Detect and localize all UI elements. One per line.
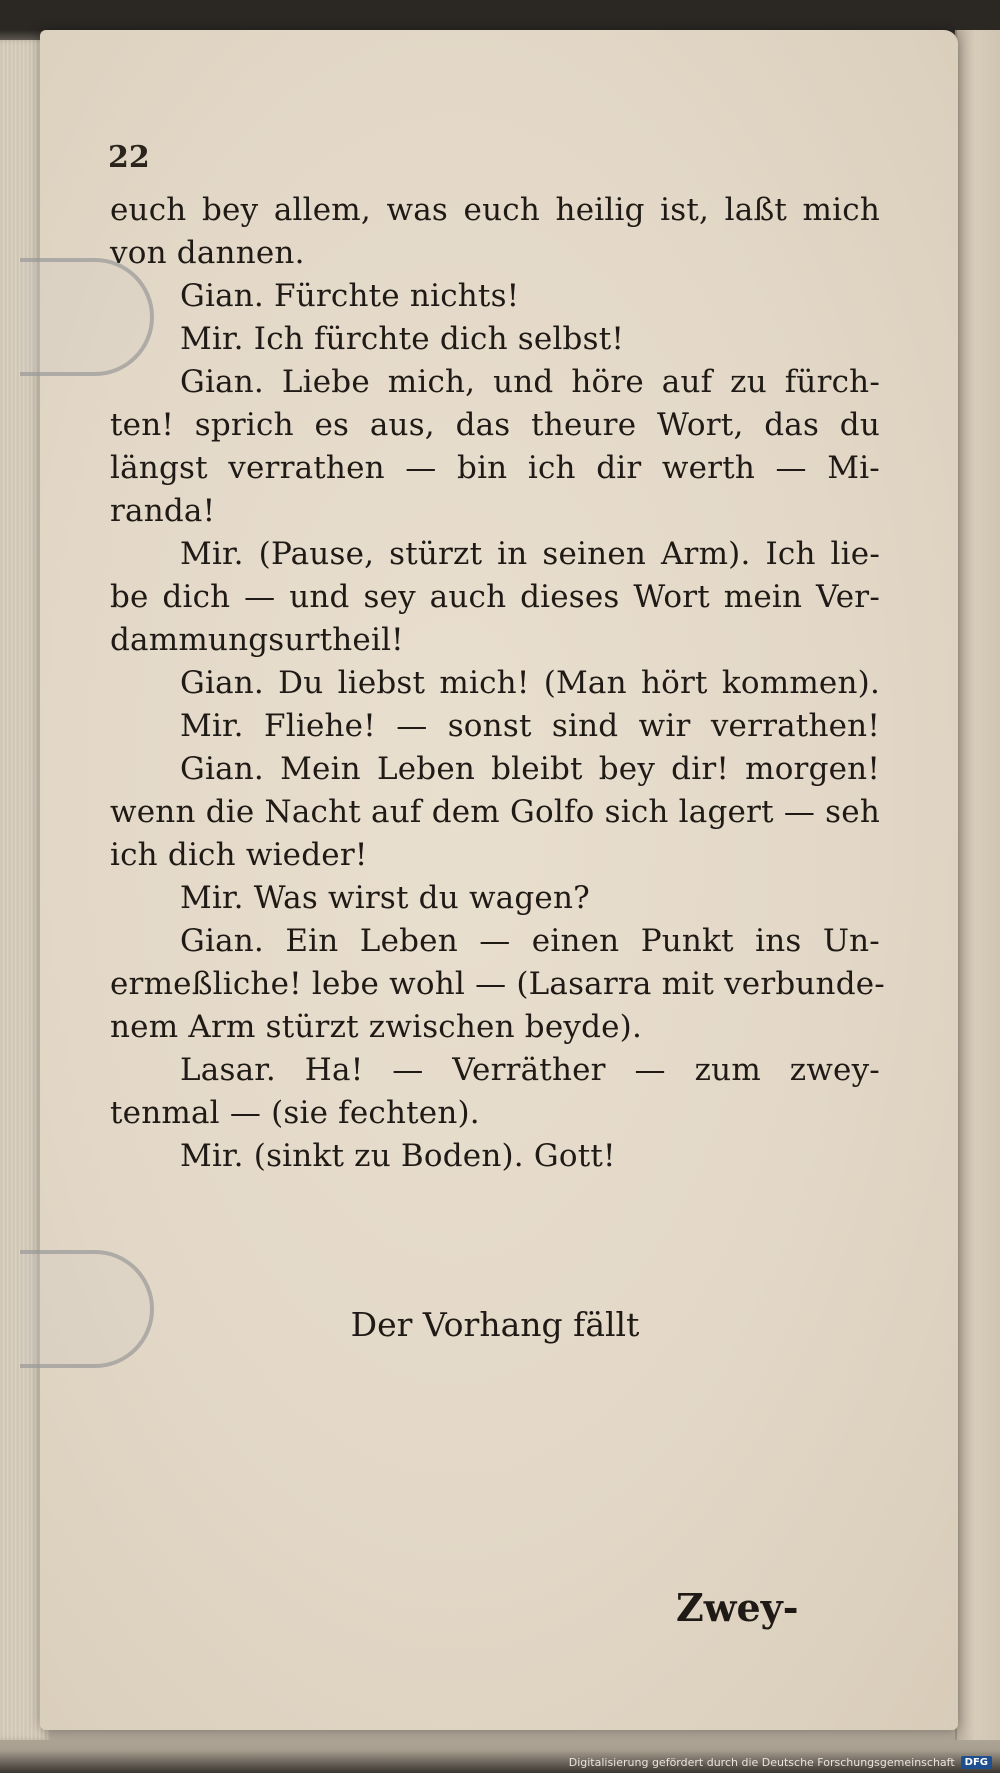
- text-line: tenmal — (sie fechten).: [110, 1095, 480, 1131]
- text-line: von dannen.: [110, 235, 305, 271]
- curtain-line: Der Vorhang fällt: [350, 1305, 640, 1344]
- text-line: wenn die Nacht auf dem Golfo sich lagert — seh: [110, 794, 880, 830]
- text-line: Mir. (Pause, stürzt in seinen Arm). Ich lie-: [180, 536, 880, 572]
- digitization-footer: [569, 1756, 992, 1769]
- text-line: Mir. (sinkt zu Boden). Gott!: [180, 1138, 616, 1174]
- text-line: längst verrathen — bin ich dir werth — Mi-: [110, 450, 880, 486]
- text-line: Gian. Ein Leben — einen Punkt ins Un-: [180, 923, 880, 959]
- page-edge-right: [955, 30, 1000, 1740]
- catchword: Zwey-: [676, 1585, 799, 1630]
- footer-credit: Digitalisierung gefördert durch die Deutsche Forschungsgemeinschaft: [568, 1756, 955, 1769]
- text-line: Gian. Fürchte nichts!: [180, 278, 520, 314]
- text-line: Mir. Was wirst du wagen?: [180, 880, 590, 916]
- text-line: euch bey allem, was euch heilig ist, laßt mich: [110, 192, 880, 228]
- text-line: randa!: [110, 493, 216, 529]
- text-line: Lasar. Ha! — Verräther — zum zwey-: [180, 1052, 880, 1088]
- text-line: Mir. Fliehe! — sonst sind wir verrathen!: [180, 708, 880, 744]
- text-line: nem Arm stürzt zwischen beyde).: [110, 1009, 643, 1045]
- text-line: Gian. Du liebst mich! (Man hört kommen).: [180, 665, 880, 701]
- text-line: ich dich wieder!: [110, 837, 368, 873]
- text-line: ten! sprich es aus, das theure Wort, das du: [110, 407, 880, 443]
- page-clip-top: [20, 258, 154, 376]
- text-line: Gian. Liebe mich, und höre auf zu fürch-: [180, 364, 880, 400]
- text-line: dammungsurtheil!: [110, 622, 404, 658]
- text-line: ermeßliche! lebe wohl — (Lasarra mit verbunde-: [110, 966, 885, 1002]
- text-line: Mir. Ich fürchte dich selbst!: [180, 321, 625, 357]
- dfg-logo-icon: DFG: [961, 1756, 992, 1769]
- text-line: Gian. Mein Leben bleibt bey dir! morgen!: [180, 751, 880, 787]
- text-line: be dich — und sey auch dieses Wort mein Ver-: [110, 579, 880, 615]
- page-number: 22: [108, 140, 150, 175]
